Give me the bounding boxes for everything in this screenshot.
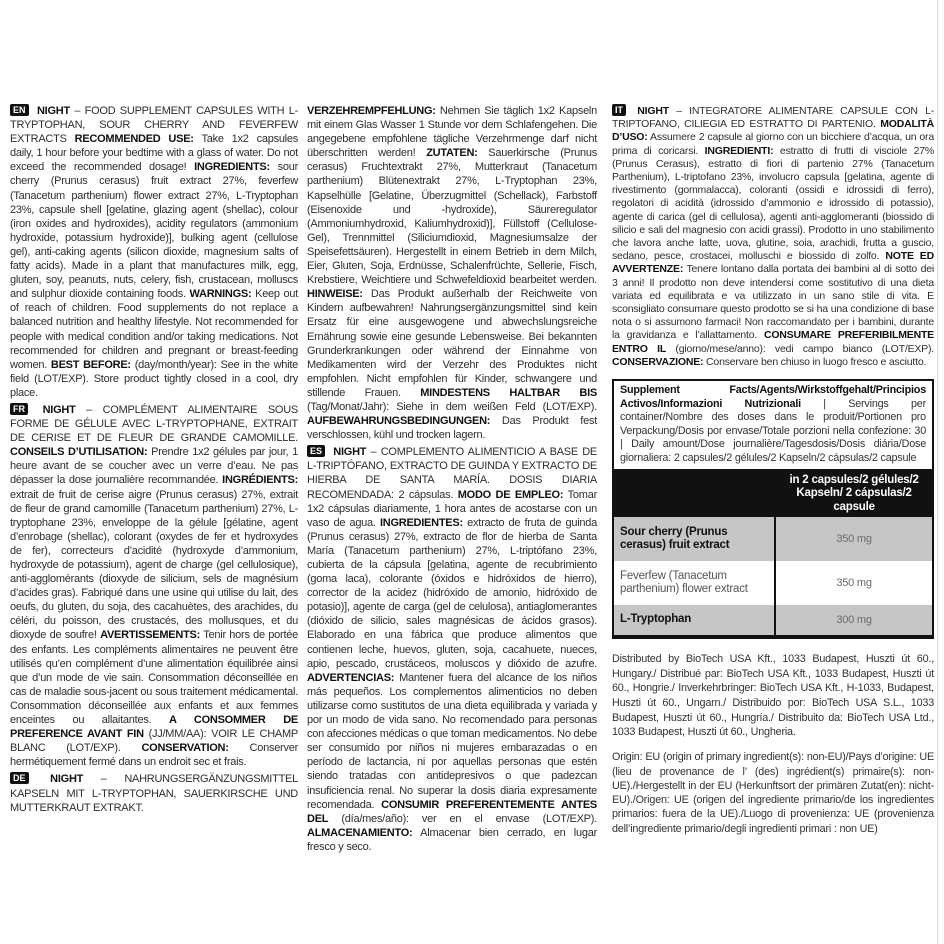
ingredient-name: Sour cherry (Prunus cerasus) fruit extract bbox=[614, 517, 776, 561]
table-header-row bbox=[614, 471, 932, 518]
table-row-sour-cherry bbox=[614, 517, 932, 561]
section-en bbox=[10, 104, 298, 400]
language-badge-fr: FR bbox=[10, 403, 28, 415]
section-de-continued bbox=[307, 104, 597, 442]
section-en-text: NIGHT – FOOD SUPPLEMENT CAPSULES WITH L-TRYPTOPHAN, SOUR CHERRY AND FEVERFEW EXTRACTS RECOMMENDED USE: Take 1x2 capsules daily, 1 hour before your bedtime with a glass of water. Do not exceed the recommended dosage! INGREDIENTS: sour cherry (Prunus cerasus) fruit extract 27%, feverfew (Tanacetum parthenium) flower extract 27%, L-Tryptophan 23%, capsule shell [gelatine, glazing agent (shellac), colour (iron oxides and hydroxides), acidity regulators (ammonium hydroxide, potassium hydroxide)], bulking agent (cellulose gel), anti-caking agents (silicon dioxide, magnesium salts of fatty acids). Made in a plant that manufactures milk, egg, gluten, soy, peanuts, nuts, celery, fish, crustacean, molluscs and sulphur dioxide containing foods. WARNINGS: Keep out of reach of children. Food supplements do not replace a balanced nutrition and healthy lifestyle. Not recommended for people with medical condition and/or taking medications. Not recommended for children and pregnant or breast-feeding women. BEST BEFORE: (day/month/year): See in the white field (LOT/EXP). Store product tightly closed in a cool, dry place. bbox=[10, 105, 299, 399]
ingredient-amount: 300 mg bbox=[836, 613, 872, 626]
section-de-heading bbox=[10, 772, 298, 814]
section-es-text: NIGHT – COMPLEMENTO ALIMENTICIO A BASE DE L-TRIPTÓFANO, EXTRACTO DE GUINDA Y EXTRACTO DE HIERBA DE SANTA MARÍA. DOSIS DIARIA RECOMENDADA: 2 cápsulas. MODO DE EMPLEO: Tomar 1x2 cápsulas diariamente, 1 hora antes de acostarse con un vaso de agua. INGREDIENTES: extracto de fruta de guinda (Prunus cerasus) 27%, extracto de flor de hierba de Santa María (Tanacetum parthenium) 27%, L-triptófano 23%, cubierta de la cápsula [gelatina, agente de recubrimiento (goma laca), colorante (óxidos e hidróxidos de hierro), corrector de la acidez (hidróxido de amonio, hidróxido de potasio)], agente de carga (gel de celulosa), antiaglomerantes (dióxido de silicio, sales magnésicas de ácidos grasos). Elaborado en una fábrica que produce alimentos que contienen leche, huevos, gluten, soja, cacahuete, nueces, apio, pescado, crustáceos, moluscos y dióxido de azufre. ADVERTENCIAS: Mantener fuera del alcance de los niños más pequeños. Los complementos alimenticios no deben utilizarse como sustitutos de una dieta equilibrada y variada y por un modo de vida sano. No recomendado para personas con afecciones médicas o que toman medicamentos. No debe ser consumido por niños ni mujeres embarazadas o en período de lactancia, ni por aquellas personas que estén siendo tratadas con antidepresivos o que padezcan insuficiencia renal. No superar la dosis diaria expresamente recomendada. CONSUMIR PREFERENTEMENTE ANTES DEL (día/mes/año): ver en el envase (LOT/EXP). ALMACENAMIENTO: Almacenar bien cerrado, en lugar fresco y seco. bbox=[307, 446, 597, 853]
ingredient-amount: 350 mg bbox=[836, 576, 872, 589]
language-badge-en: EN bbox=[10, 104, 29, 116]
distribution-info: Distributed by BioTech USA Kft., 1033 Budapest, Huszti út 60., Hungary./ Distribué par: BioTech USA Kft., 1033 Budapest, Huszti út 60., Hongrie./ Inverkehrbringer: BioTech USA Kft., H-1033, Budapest, Huszti út 60., Ungarn./ Distribuido por: BioTech USA S.L., 1033 Budapest, Huszti út 60., Hungría./ Distribuito da: BioTech USA Ltd., 1033 Budapest, Huszti út 60., Ungheria. bbox=[612, 653, 934, 739]
ingredient-name: Feverfew (Tanacetum parthenium) flower extract bbox=[614, 561, 776, 605]
section-it-text: NIGHT – INTEGRATORE ALIMENTARE CAPSULE CON L-TRIPTOFANO, CILIEGIA ED ESTRATTO DI PARTENIO. MODALITÀ D’USO: Assumere 2 capsule al giorno con un bicchiere d’acqua, un ora prima di coricarsi. INGREDIENTI: estratto di frutti di visciole 27% (Prunus Cerasus), estratto di fiori di partenio 27% (Tanacetum Parthenium), L-triptofano 23%, involucro capsula [gelatina, agente di rivestimento (gommalacca), coloranti (ossidi e idrossidi di ferro), regolatori di acidità (idrossido d’ammonio e idrossido di potassio), agente di carica (gel di cellulosa), agenti anti-agglomeranti (biossido di silicio e sali del magnesio con acidi grassi). Prodotto in uno stabilimento che lavora anche latte, uova, glutine, soia, arachidi, frutta a guscio, sedano, pesce, crostacei, molluschi e biossido di zolfo. NOTE ED AVVERTENZE: Tenere lontano dalla portata dei bambini al di sotto dei 3 anni! Il prodotto non deve intendersi come sostitutivo di una dieta variata ed equilibrata e va utilizzato in un sano stile di vita. E sconsigliato consumare questo prodotto se si ha una condizione di base nota o si assumono farmaci! Non raccomandato per i bambini, durante la gravidanza e l’allattamento. CONSUMARE PREFERIBILMENTE ENTRO IL (giorno/mese/anno): vedi campo bianco (LOT/EXP). CONSERVAZIONE: Conservare ben chiuso in luogo fresco e asciutto. bbox=[612, 105, 935, 368]
section-it bbox=[612, 104, 934, 369]
label-fold-line bbox=[937, 0, 938, 944]
column-middle bbox=[307, 104, 597, 857]
language-badge-de: DE bbox=[10, 772, 29, 784]
section-fr bbox=[10, 403, 298, 769]
section-de-heading-text: NIGHT – NAHRUNGSERGÄNZUNGSMITTEL KAPSELN MIT L-TRYPTOPHAN, SAUERKIRSCHE UND MUTTERKRAUT EXTRAKT. bbox=[10, 773, 298, 814]
language-badge-it: IT bbox=[612, 104, 626, 116]
label-content bbox=[10, 104, 934, 857]
ingredient-amount: 350 mg bbox=[836, 532, 872, 545]
table-row-l-tryptophan bbox=[614, 605, 932, 635]
table-row-feverfew bbox=[614, 561, 932, 605]
section-fr-text: NIGHT – COMPLÉMENT ALIMENTAIRE SOUS FORME DE GÉLULE AVEC L-TRYPTOPHANE, EXTRAIT DE CERISE ET DE FLEUR DE GRANDE CAMOMILLE. CONSEILS D’UTILISATION: Prendre 1x2 gélules par jour, 1 heure avant de se coucher avec un verre d’eau. Ne pas dépasser la dose journalière recommandée. INGRÉDIENTS: extrait de fruit de cerise aigre (Prunus cerasus) 27%, extrait de fleur de grand camomille (Tanacetum parthenium) 27%, L-tryptophane 23%, enveloppe de la gélule [gélatine, agent d’enrobage (shellac), colorant (oxydes de fer et hydroxydes de fer), correcteurs d’acidité (hydroxyde d’ammonium, hydroxyde de potassium), agent de charge (gel cellulosique), anti-agglomérants (dioxyde de silicium, sels de magnésium d’acides gras). Fabriqué dans une usine qui utilise du lait, des oeufs, du gluten, du soja, des cacahuètes, des arachides, du céléri, du poisson, des crustacés, des mollusques, et du dioxyde de soufre! AVERTISSEMENTS: Tenir hors de portée des enfants. Les compléments alimentaires ne peuvent être utilisés qu’en complément d’une alimentation équilibrée ainsi que d’un mode de vie sain. Consommation déconseillée en cas de maladie sous-jacent ou sous traitement médicamental. Consommation déconseillée aux enfants et aux femmes enceintes ou allaitantes. A CONSOMMER DE PREFERENCE AVANT FIN (JJ/MM/AA): VOIR LE CHAMP BLANC (LOT/EXP). CONSERVATION: Conserver hermétiquement fermé dans un endroit sec et frais. bbox=[10, 403, 299, 769]
language-badge-es: ES bbox=[307, 445, 325, 457]
table-header-amount: in 2 capsules/2 gélules/2 Kapseln/ 2 cápsulas/2 capsule bbox=[789, 473, 919, 513]
origin-info: Origin: EU (origin of primary ingredient(s): non-EU)/Pays d’origine: UE (lieu de provenance de l’ (des) ingrédient(s) primaire(s): non-UE)./Hergestellt in der EU (Herkunftsort der primären Zutat(en): nicht-EU)./Origen: UE (origen del ingrediente primario/de los ingredientes primarios: fuera de la UE)./Luogo di provenienza: UE (provenienza dell’ingrediente primario/degli ingredienti primari : non UE) bbox=[612, 751, 934, 835]
section-de-continued-text: VERZEHREMPFEHLUNG: Nehmen Sie täglich 1x2 Kapseln mit einem Glas Wasser 1 Stunde vor dem Schlafengehen. Die angegebene empfohlene tägliche Verzehrmenge darf nicht überschritten werden! ZUTATEN: Sauerkirsche (Prunus cerasus) Fruchtextrakt 27%, Mutterkraut (Tanacetum parthenium) Blütenextrakt 27%, L-Tryptophan 23%, Kapselhülle [Gelatine, Überzugmittel (Schellack), Farbstoff (Eisenoxide und -hydroxide), Säureregulator (Ammoniumhydroxid, Kaliumhydroxid)], Füllstoff (Cellulose-Gel), Trennmittel (Siliciumdioxid, Magnesiumsalze der Speisefettsäuren). Hergestellt in einem Betrieb in dem Milch, Eier, Gluten, Soja, Erdnüsse, Schalenfrüchte, Sellerie, Fisch, Krebstiere, Weichtiere und Schwefeldioxid bearbeitet werden. HINWEISE: Das Produkt außerhalb der Reichweite von Kindern aufbewahren! Nahrungsergänzungsmittel sind kein Ersatz für eine ausgewogene und abwechslungsreiche Ernährung sowie eine gesunde Lebensweise. Bei bekannten Grunderkrankungen oder während der Einnahme von Medikamenten wird der Verzehr des Produktes nicht empfohlen. Nicht empfohlen für Kinder, schwangere und stillende Frauen. MINDESTENS HALTBAR BIS (Tag/Monat/Jahr): Siehe in dem weißen Feld (LOT/EXP). AUFBEWAHRUNGSBEDINGUNGEN: Das Produkt fest verschlossen, kühl und trocken lagern. bbox=[307, 105, 597, 442]
supplement-facts-intro: Supplement Facts/Agents/Wirkstoffgehalt/Principios Activos/Informazioni Nutrizionali | Servings per container/Nombre des doses dans le produit/Portionen pro Verpackung/Dosis por envase/Totale porzioni nella confezione: 30 | Daily amount/Dose journalière/Tagesdosis/Dosis diária/Dose giornaliera: 2 capsules/2 gélules/2 Kapseln/2 cápsulas/2 capsule bbox=[620, 384, 926, 465]
supplement-facts-table bbox=[612, 471, 934, 640]
section-es bbox=[307, 445, 597, 854]
column-left bbox=[10, 104, 298, 857]
ingredient-name: L-Tryptophan bbox=[614, 605, 776, 635]
column-right bbox=[612, 104, 934, 857]
supplement-facts-box bbox=[612, 379, 934, 471]
table-header-spacer bbox=[614, 471, 776, 518]
